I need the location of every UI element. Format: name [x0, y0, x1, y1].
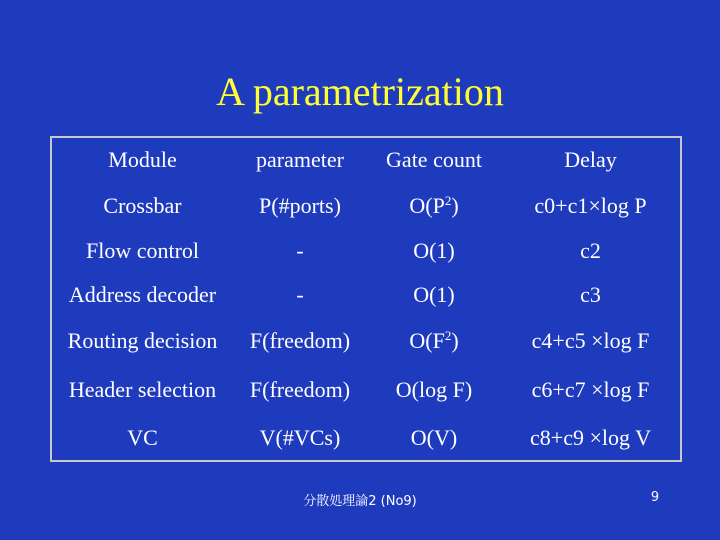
parameter-cell: F(freedom) [249, 328, 351, 353]
parameter-cell: - [296, 282, 304, 307]
gate-count-exponent: 2 [444, 193, 452, 208]
delay-cell: c4+c5 ×log F [501, 318, 681, 364]
delay-cell: c2 [501, 230, 681, 272]
header-gate-count: Gate count [367, 137, 501, 182]
table-row [51, 318, 681, 364]
parameter-cell: P(#ports) [259, 193, 341, 218]
gate-count-cell [367, 318, 501, 364]
gate-count-cell [367, 230, 501, 272]
table-row [51, 416, 681, 461]
slide-title: A parametrization [216, 69, 504, 114]
header-delay: Delay [501, 137, 681, 182]
delay-cell: c0+c1×log P [501, 182, 681, 230]
gate-count-tail: ) [451, 328, 459, 353]
parameter-cell: - [296, 238, 304, 263]
gate-count-exponent: 2 [444, 328, 452, 343]
gate-count-cell [367, 364, 501, 416]
table-row [51, 230, 681, 272]
gate-count-base: O(1) [413, 238, 455, 263]
module-cell: Flow control [51, 230, 233, 272]
header-module: Module [51, 137, 233, 182]
table-row [51, 364, 681, 416]
gate-count-base: O(log F) [395, 377, 473, 402]
gate-count-cell [367, 416, 501, 461]
module-cell: Crossbar [51, 182, 233, 230]
module-cell: Header selection [51, 364, 233, 416]
module-cell: VC [51, 416, 233, 461]
module-cell: Routing decision [51, 318, 233, 364]
parameter-cell: V(#VCs) [233, 416, 367, 461]
gate-count-tail: ) [451, 193, 459, 218]
gate-count-base: O(P [409, 193, 445, 218]
page-number: 9 [650, 490, 660, 505]
gate-count-base: O(V) [410, 425, 458, 450]
table-header-row [51, 137, 681, 182]
table-row [51, 182, 681, 230]
gate-count-cell [367, 182, 501, 230]
delay-cell: c3 [501, 272, 681, 318]
delay-cell: c8+c9 ×log V [501, 416, 681, 461]
gate-count-cell [367, 272, 501, 318]
module-cell: Address decoder [51, 272, 233, 318]
slide-footer: 分散処理論2 (No9) [303, 494, 417, 509]
gate-count-base: O(1) [413, 282, 455, 307]
delay-cell: c6+c7 ×log F [501, 364, 681, 416]
gate-count-base: O(F [409, 328, 445, 353]
parametrization-table [50, 136, 682, 462]
table-row [51, 272, 681, 318]
parameter-cell: F(freedom) [249, 377, 351, 402]
header-parameter: parameter [233, 137, 367, 182]
